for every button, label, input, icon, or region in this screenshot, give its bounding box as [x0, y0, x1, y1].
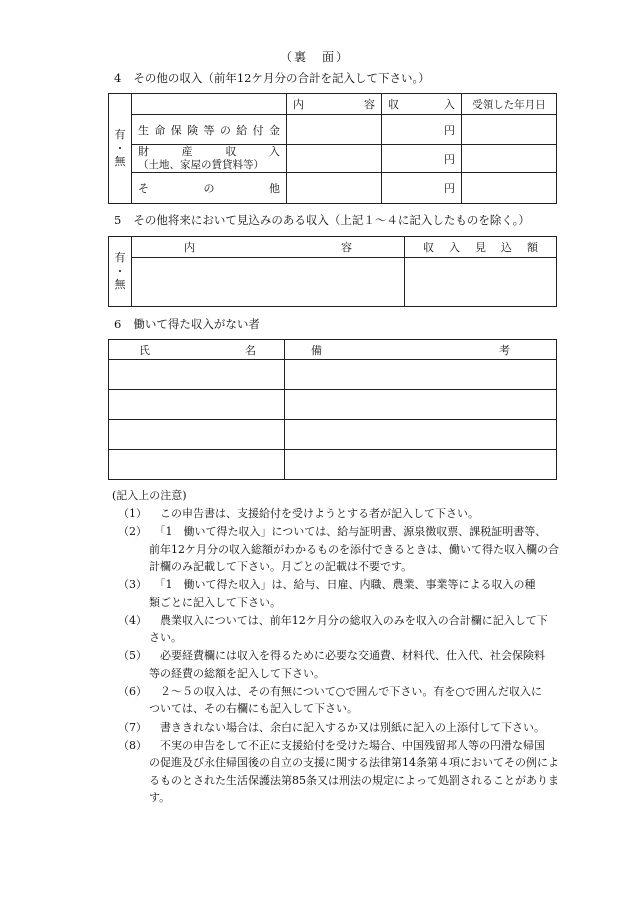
remarks-cell[interactable] [285, 390, 557, 420]
content-cell[interactable] [287, 173, 382, 204]
section4-ari-nashi[interactable]: 有 ・ 無 [109, 94, 132, 204]
amount-cell[interactable]: 円 [382, 173, 462, 204]
note-number: （2） [118, 525, 147, 539]
note-item [112, 719, 582, 737]
note-number: （5） [118, 649, 147, 663]
note-item [112, 737, 582, 807]
content-cell[interactable] [287, 145, 382, 173]
section5-header-mikomi: 収入見込額 [405, 237, 557, 258]
section4-number: 4 [114, 71, 122, 85]
name-cell[interactable] [109, 390, 285, 420]
note-number: （1） [118, 507, 147, 520]
table-row [109, 360, 557, 390]
note-item [112, 576, 582, 611]
note-text: 「1 働いて得た収入」は、給与、日雇、内職、農業、事業等による収入の種 類ごとに記入して下さい。 [149, 578, 536, 609]
note-text: ２～５の収入は、その有無について○で囲んで下さい。有を○で囲んだ収入に ついては、その右欄にも記入して下さい。 [149, 684, 542, 716]
content-cell[interactable] [287, 115, 382, 145]
table-row [109, 258, 557, 307]
section6-header-name: 氏名 [109, 340, 285, 360]
section6-title: 働いて得た収入がない者 [133, 317, 260, 331]
content-cell[interactable] [132, 258, 405, 307]
no-income-persons-table [108, 339, 557, 480]
row-label: 生命保険等の給付金 [132, 115, 287, 145]
note-text: この申告書は、支援給付を受けようとする者が記入して下さい。 [149, 507, 479, 520]
table-row [109, 420, 557, 450]
note-number: （6） [118, 684, 147, 698]
name-cell[interactable] [109, 360, 285, 390]
section6-number: 6 [114, 317, 122, 331]
remarks-cell[interactable] [285, 360, 557, 390]
note-number: （3） [118, 578, 147, 592]
page-title: （裏 面） [279, 50, 350, 64]
section4-header-naiyou: 内容 [287, 94, 382, 115]
table-row [109, 450, 557, 480]
amount-cell[interactable]: 円 [382, 115, 462, 145]
section6-header-biko: 備考 [285, 340, 557, 360]
table-row [109, 145, 557, 173]
date-cell[interactable] [462, 173, 557, 204]
note-number: （4） [118, 613, 147, 627]
section5-title: その他将来において見込みのある収入（上記１～４に記入したものを除く。） [133, 213, 530, 227]
row-label: その他 [132, 173, 287, 204]
note-item [112, 523, 582, 576]
note-number: （8） [118, 738, 147, 752]
table-row [109, 115, 557, 145]
notes-list [112, 505, 582, 807]
future-income-table [108, 236, 557, 307]
note-item [112, 505, 582, 523]
section5-header-naiyou: 内容 [132, 237, 405, 258]
section5-ari-nashi[interactable]: 有 ・ 無 [109, 237, 132, 307]
amount-cell[interactable] [405, 258, 557, 307]
note-text: 書ききれない場合は、余白に記入するか又は別紙に記入の上添付して下さい。 [149, 720, 545, 734]
note-text: 不実の申告をして不正に支援給付を受けた場合、中国残留邦人等の円滑な帰国 の促進及び永住帰国後の自立の支援に関する法律第14条第４項においてその例によ るものとされた生活保護法第85条又は刑法の規定によって処罰されることがありま す。 [149, 738, 559, 805]
row-label-main: 財産収入 [138, 145, 280, 159]
table-row [109, 173, 557, 204]
section4-title: その他の収入（前年12ケ月分の合計を記入して下さい。） [133, 71, 430, 85]
row-label-sub: （土地、家屋の賃貸料等） [138, 158, 264, 171]
date-cell[interactable] [462, 115, 557, 145]
note-text: 必要経費欄には収入を得るために必要な交通費、材料代、仕入代、社会保険料 等の経費の総額を記入して下さい。 [149, 649, 545, 680]
note-item [112, 683, 582, 718]
table-row [109, 390, 557, 420]
note-text: 「1 働いて得た収入」については、給与証明書、源泉徴収票、課税証明書等、 前年12ケ月分の収入総額がわかるものを添付できるときは、働いて得た収入欄の合 計欄のみ記載して下さい。月ごとの記載は不要です。 [149, 525, 559, 574]
row-label [132, 145, 287, 173]
note-item [112, 612, 582, 647]
section6-heading [114, 316, 260, 332]
section5-heading [114, 212, 530, 228]
remarks-cell[interactable] [285, 450, 557, 480]
date-cell[interactable] [462, 145, 557, 173]
name-cell[interactable] [109, 420, 285, 450]
notes-section [112, 487, 582, 807]
remarks-cell[interactable] [285, 420, 557, 450]
note-number: （7） [118, 720, 147, 734]
name-cell[interactable] [109, 450, 285, 480]
other-income-table [108, 93, 557, 204]
section4-header-shunyu: 収入 [382, 94, 462, 115]
section4-heading [114, 70, 430, 86]
section4-header-received: 受領した年月日 [462, 94, 557, 115]
note-text: 農業収入については、前年12ケ月分の総収入のみを収入の合計欄に記入して下 さい。 [149, 613, 548, 645]
section5-number: 5 [114, 213, 122, 227]
notes-title: (記入上の注意) [112, 489, 187, 502]
note-item [112, 647, 582, 682]
amount-cell[interactable]: 円 [382, 145, 462, 173]
section4-header-blank [132, 94, 287, 115]
